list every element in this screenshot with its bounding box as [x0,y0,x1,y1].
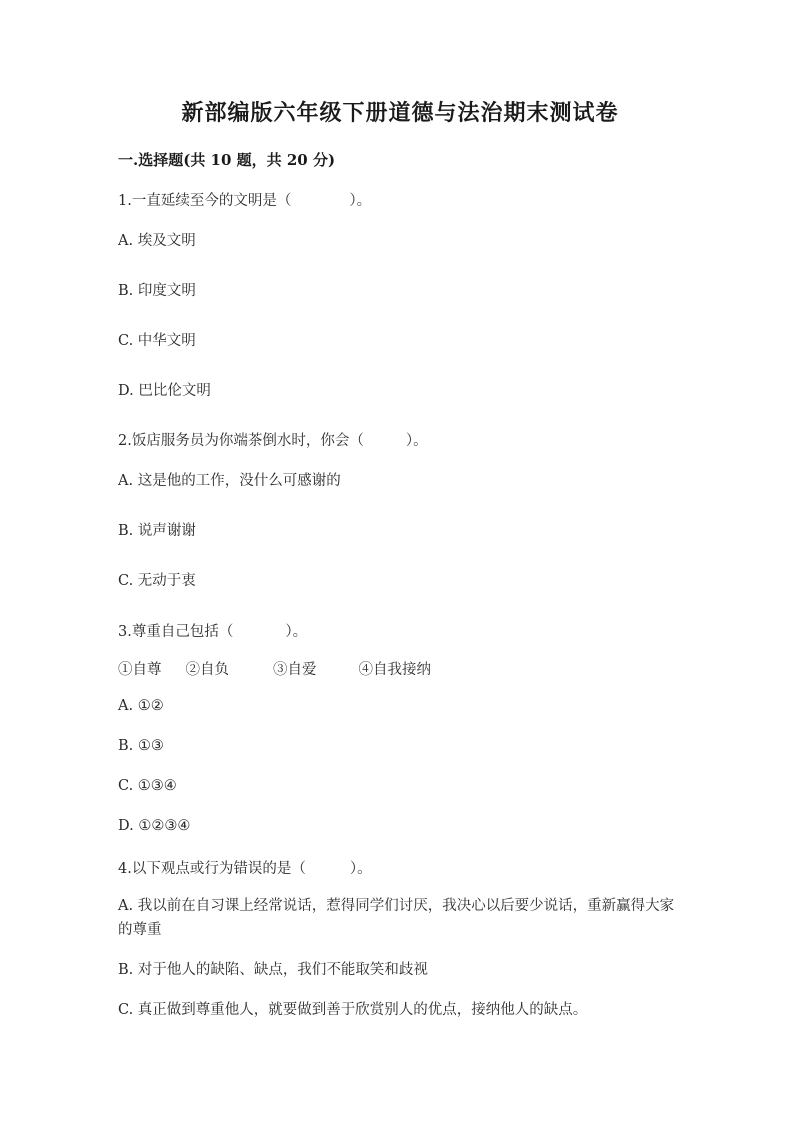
question-3-item-2: ②自负 [185,662,229,678]
question-1-end: ）。 [349,193,372,209]
question-2-stem [118,429,428,450]
question-4-option-c: C. 真正做到尊重他人，就要做到善于欣赏别人的优点，接纳他人的缺点。 [118,1002,588,1018]
question-2-option-a: A. 这是他的工作，没什么可感谢的 [118,473,341,489]
question-2-option-c: C. 无动于衷 [118,573,196,589]
question-4-option-a: A. 我以前在自习课上经常说话，惹得同学们讨厌，我决心以后要少说话，重新赢得大家的尊重 [118,898,675,938]
question-2-end: ）。 [405,433,428,449]
question-3-item-3: ③自爱 [273,662,317,678]
question-1-option-a: A. 埃及文明 [118,233,196,249]
question-3-stem [118,620,307,641]
question-1-text: 1.一直延续至今的文明是（ [118,193,292,209]
question-2-text: 2.饭店服务员为你端茶倒水时，你会（ [118,433,364,449]
question-3-option-a: A. ①② [118,698,164,714]
question-3-item-1: ①自尊 [118,662,162,678]
question-4-option-b: B. 对于他人的缺陷、缺点，我们不能取笑和歧视 [118,962,428,978]
question-1-option-c: C. 中华文明 [118,333,196,349]
question-4-stem [118,857,372,878]
question-3-option-c: C. ①③④ [118,778,177,794]
question-2-option-b: B. 说声谢谢 [118,523,196,539]
question-4-text: 4.以下观点或行为错误的是（ [118,861,306,877]
question-1-option-b: B. 印度文明 [118,283,196,299]
question-4-end: ）。 [349,861,372,877]
question-3-option-b: B. ①③ [118,738,164,754]
question-3-end: ）。 [285,624,308,640]
question-3-item-4: ④自我接纳 [358,662,431,678]
question-1-stem [118,189,371,210]
question-3-item-list [118,658,431,679]
section-heading: 一.选择题(共 10 题，共 20 分) [118,151,336,169]
question-3-option-d: D. ①②③④ [118,818,191,834]
page-title: 新部编版六年级下册道德与法治期末测试卷 [181,100,619,126]
question-1-option-d: D. 巴比伦文明 [118,383,211,399]
question-3-text: 3.尊重自己包括（ [118,624,234,640]
